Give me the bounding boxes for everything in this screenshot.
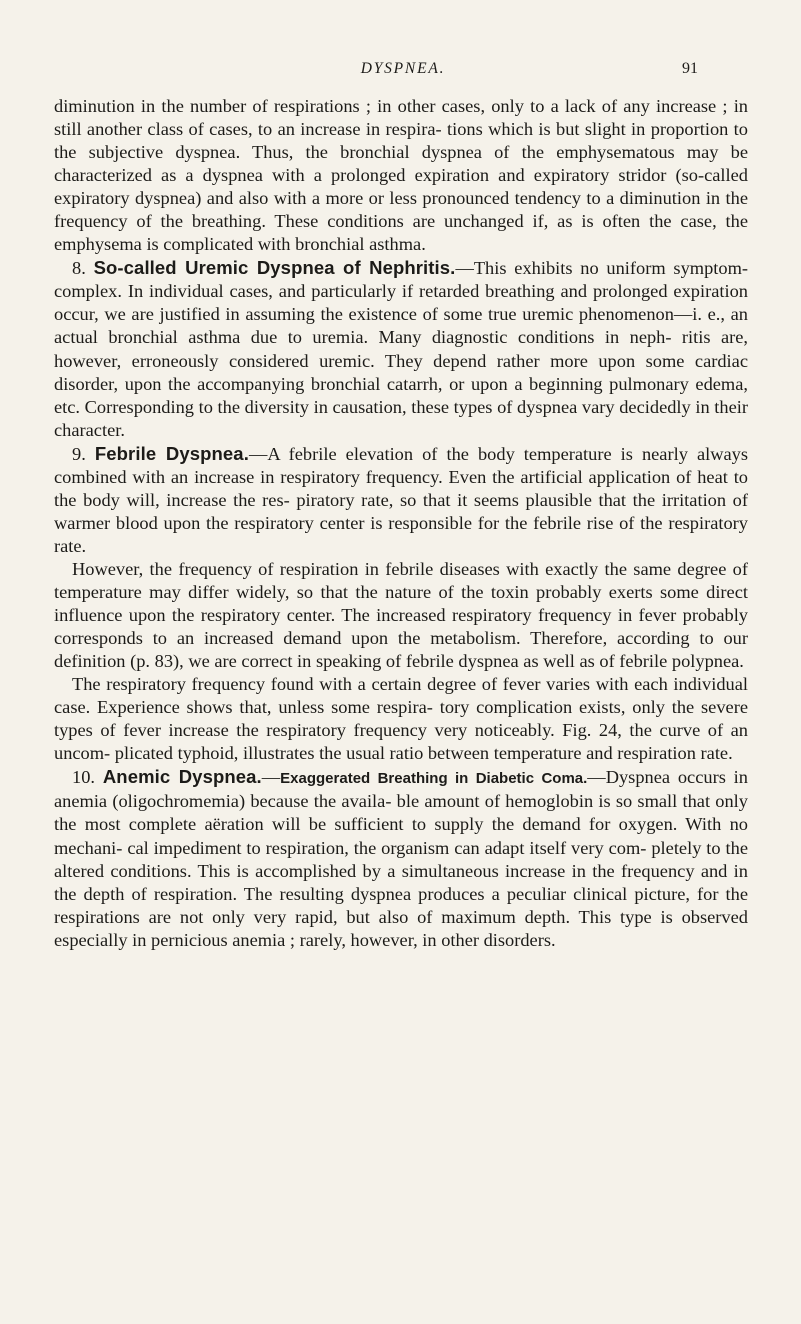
paragraph-text: However, the frequency of respiration in febrile diseases with exactly the same degree of temperature may differ widely, so that the nature of the toxin probably exerts some direct influence upon the respiratory center. The increased respiratory frequency in fever probably corresponds to an increased demand upon the metabolism. Therefore, according to our definition (p. 83), we are correct in speaking of febrile dyspnea as well as of febrile polypnea. (54, 558, 748, 672)
section-8-number: 8. (72, 258, 86, 279)
section-10-dash: — (261, 767, 281, 788)
paragraph-text: diminution in the number of respirations ; in other cases, only to a lack of any increase ; in still another class of cases, to an increase in respira- tions which is but slight in proportion to the subjective dyspnea. Thus, the bronchial dyspnea of the emphysematous may be characterized as a dyspnea with a prolonged expiration and expiratory stridor (so-called expiratory dyspnea) and also with a more or less pronounced tendency to a diminution in the frequency of the breathing. These conditions are unchanged if, as is often the case, the emphysema is complicated with bronchial asthma. (54, 96, 748, 255)
running-title: DYSPNEA. (360, 60, 446, 77)
section-10 (54, 765, 748, 951)
section-8 (54, 256, 748, 441)
paragraph-continuation (54, 95, 748, 256)
section-10-subheading: Exaggerated Breathing in Diabetic Coma. (280, 770, 588, 788)
section-8-text: —This exhibits no uniform symptom-complex. In individual cases, and particularly if retarded breathing and prolonged expiration occur, we are justified in assuming the existence of some true uremic phenomenon—i. e., an actual bronchial asthma due to uremia. Many diagnostic conditions in neph- ritis are, however, erroneously considered uremic. They depend rather more upon some cardiac disorder, upon the accompanying bronchial catarrh, or upon a beginning pulmonary edema, etc. Corresponding to the diversity in causation, these types of dyspnea vary decidedly in their character. (54, 258, 749, 440)
section-10-heading: Anemic Dyspnea. (102, 766, 262, 788)
section-9 (54, 442, 748, 558)
page-number: 91 (682, 60, 698, 77)
section-9-text: —A febrile elevation of the body temperature is nearly always combined with an increase in respiratory frequency. Even the artificial application of heat to the body will, increase the res- piratory rate, so that it seems plausible that the irritation of warmer blood upon the respiratory center is responsible for the febrile rise of the respiratory rate. (54, 443, 749, 556)
section-9-heading: Febrile Dyspnea. (94, 442, 249, 464)
section-9-number: 9. (72, 443, 86, 464)
section-8-heading: So-called Uremic Dyspnea of Nephritis. (93, 257, 456, 279)
paragraph-text: The respiratory frequency found with a certain degree of fever varies with each individual case. Experience shows that, unless some respira- tory complication exists, only the severe types of fever increase the respiratory frequency very noticeably. Fig. 24, the curve of an uncom- plicated typhoid, illustrates the usual ratio between temperature and respiration rate. (54, 674, 748, 764)
body-text (54, 95, 748, 952)
section-10-text: —Dyspnea occurs in anemia (oligochromemia) because the availa- ble amount of hemoglobin is so small that only the most complete aëration will be sufficient to supply the demand for oxygen. With no mechani- cal impediment to respiration, the organism can adapt itself very com- pletely to the altered conditions. This is accomplished by a simultaneous increase in the frequency and in the depth of respiration. The resulting dyspnea produces a peculiar clinical picture, for the respirations are not only very rapid, but also of maximum depth. This type is observed especially in pernicious anemia ; rarely, however, in other disorders. (54, 767, 748, 950)
section-10-number: 10. (72, 767, 95, 788)
paragraph-however (54, 558, 748, 673)
running-head (108, 60, 698, 82)
paragraph-respiratory-frequency (54, 673, 748, 765)
